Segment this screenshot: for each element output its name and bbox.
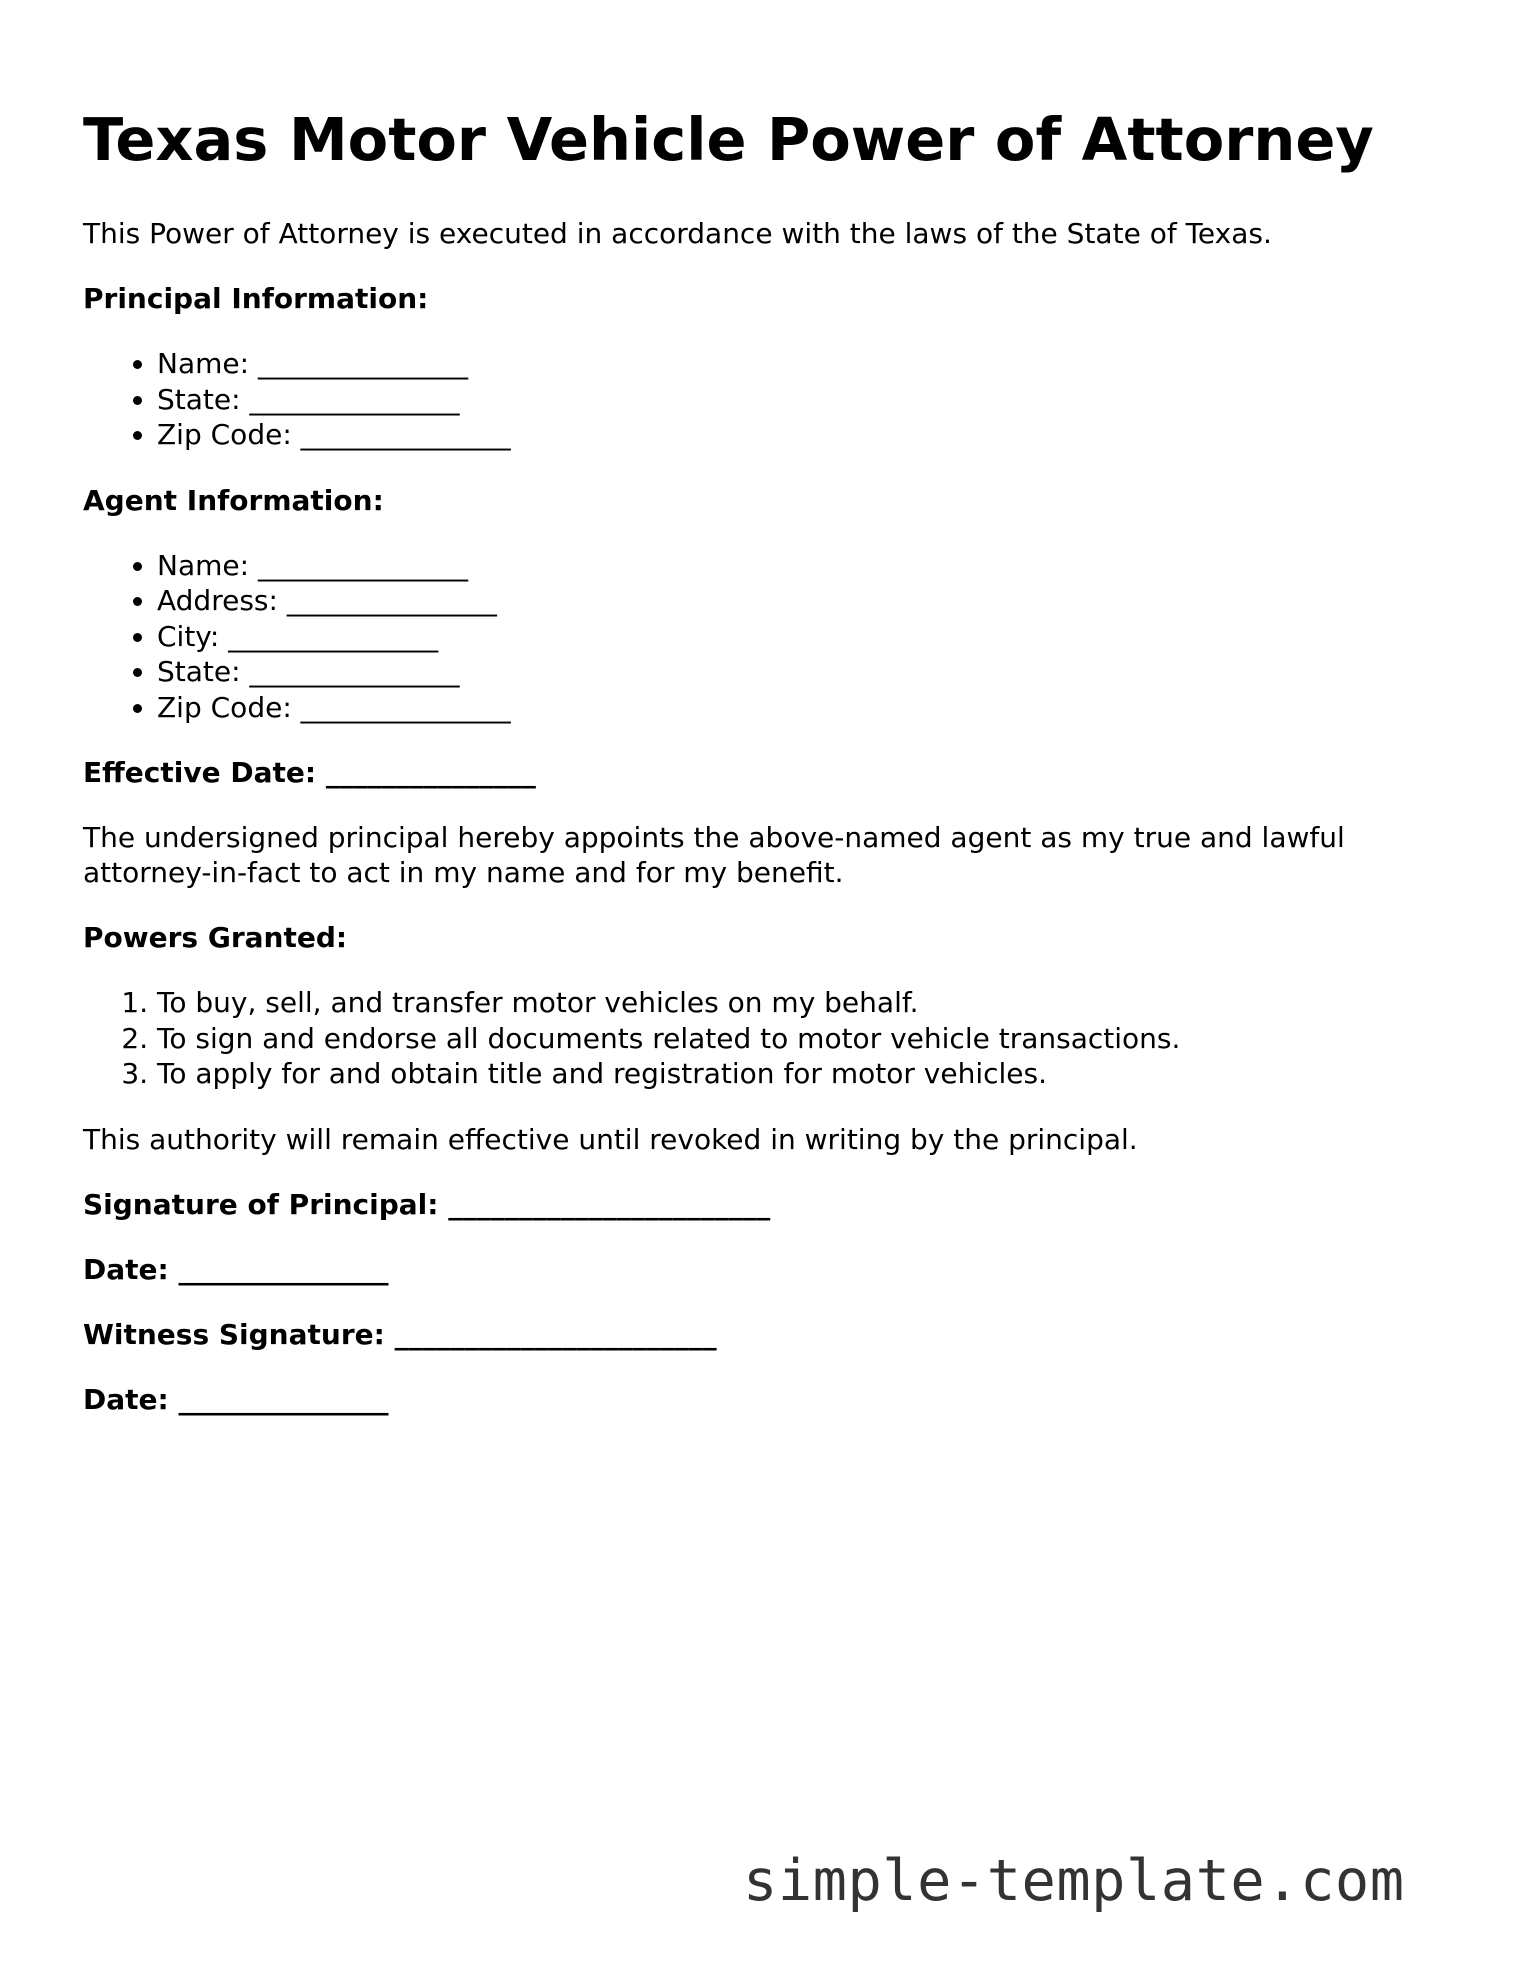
- appointment-paragraph: The undersigned principal hereby appoints the above-named agent as my true and lawful attorney-in-fact to act in my name and for my benefit.: [83, 821, 1345, 889]
- agent-fields-list: [83, 548, 1463, 726]
- duration-paragraph: This authority will remain effective until revoked in writing by the principal.: [83, 1122, 1138, 1156]
- agent-name-field: • Name: _______________: [157, 548, 1463, 584]
- document-body: [83, 216, 1463, 1447]
- agent-zip-field: • Zip Code: _______________: [157, 690, 1463, 726]
- watermark: simple-template.com: [743, 1848, 1405, 1914]
- effective-date-field: Effective Date: _______________: [83, 756, 536, 789]
- agent-heading: Agent Information:: [83, 483, 384, 517]
- intro-paragraph: This Power of Attorney is executed in accordance with the laws of the State of Texas.: [83, 217, 1272, 250]
- agent-state-field: • State: _______________: [157, 654, 1463, 690]
- witness-date-line: Date: _______________: [83, 1382, 389, 1416]
- power-item: 3. To apply for and obtain title and registration for motor vehicles.: [157, 1056, 1463, 1092]
- agent-address-field: • Address: _______________: [157, 583, 1463, 619]
- principal-fields-list: [83, 346, 1463, 453]
- principal-heading: Principal Information:: [83, 282, 429, 315]
- witness-signature-line: Witness Signature: _______________________: [83, 1317, 717, 1351]
- principal-signature-line: Signature of Principal: _______________________: [83, 1187, 771, 1221]
- power-item: 1. To buy, sell, and transfer motor vehicles on my behalf.: [157, 985, 1463, 1021]
- principal-state-field: • State: _______________: [157, 382, 1463, 418]
- powers-heading: Powers Granted:: [83, 921, 348, 954]
- principal-date-line: Date: _______________: [83, 1252, 389, 1286]
- principal-name-field: • Name: _______________: [157, 346, 1463, 382]
- document-title: Texas Motor Vehicle Power of Attorney: [83, 105, 1374, 174]
- powers-list: [83, 985, 1463, 1092]
- power-item: 2. To sign and endorse all documents related to motor vehicle transactions.: [157, 1021, 1463, 1057]
- principal-zip-field: • Zip Code: _______________: [157, 417, 1463, 453]
- agent-city-field: • City: _______________: [157, 619, 1463, 655]
